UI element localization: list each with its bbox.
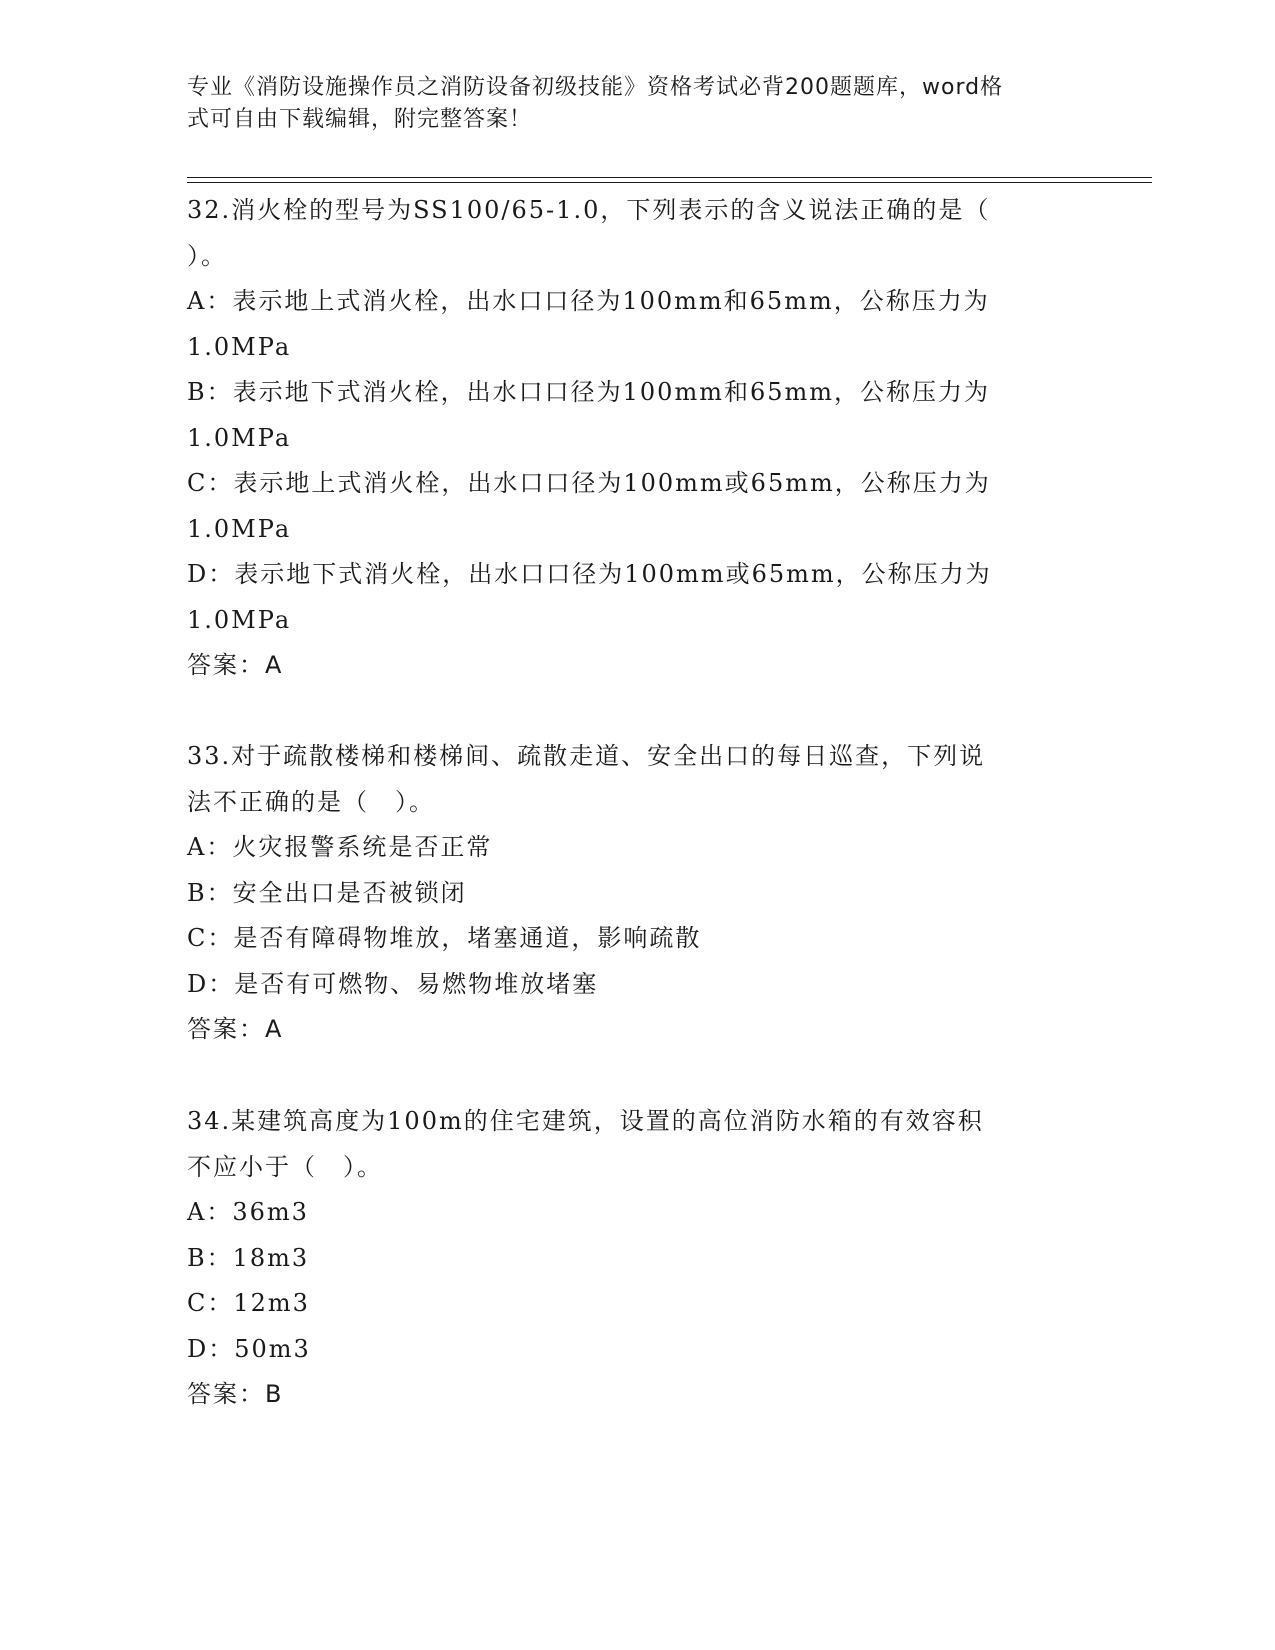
header-line-2: 式可自由下载编辑，附完整答案！ bbox=[187, 107, 533, 132]
option-d: D：50m3 bbox=[187, 1334, 311, 1363]
question-33 bbox=[187, 734, 1087, 1053]
header-divider-bottom bbox=[187, 182, 1152, 183]
option-b: B：表示地下式消火栓，出水口口径为100mm和65mm，公称压力为 bbox=[187, 378, 991, 406]
option-c: C：12m3 bbox=[187, 1289, 310, 1317]
header-divider-top bbox=[187, 177, 1152, 178]
question-stem-cont: 不应小于（ ）。 bbox=[187, 1152, 383, 1181]
question-34 bbox=[187, 1099, 1087, 1418]
answer: 答案：A bbox=[187, 1015, 284, 1043]
question-stem: 33.对于疏散楼梯和楼梯间、疏散走道、安全出口的每日巡查，下列说 bbox=[187, 742, 986, 770]
option-c: C：是否有障碍物堆放，堵塞通道，影响疏散 bbox=[187, 924, 702, 952]
option-a: A：表示地上式消火栓，出水口口径为100mm和65mm，公称压力为 bbox=[187, 287, 990, 315]
option-c: C：表示地上式消火栓，出水口口径为100mm或65mm，公称压力为 bbox=[187, 469, 991, 497]
question-stem: 34.某建筑高度为100m的住宅建筑，设置的高位消防水箱的有效容积 bbox=[187, 1107, 984, 1135]
document-header bbox=[187, 72, 1067, 136]
option-d: D：表示地下式消火栓，出水口口径为100mm或65mm，公称压力为 bbox=[187, 560, 992, 588]
question-32 bbox=[187, 188, 1087, 689]
option-b: B：18m3 bbox=[187, 1243, 310, 1272]
option-a-cont: 1.0MPa bbox=[187, 332, 292, 361]
option-a: A：36m3 bbox=[187, 1198, 309, 1226]
option-b: B：安全出口是否被锁闭 bbox=[187, 878, 467, 907]
question-stem: 32.消火栓的型号为SS100/65-1.0，下列表示的含义说法正确的是（ bbox=[187, 196, 991, 224]
question-stem-cont: 法不正确的是（ ）。 bbox=[187, 787, 435, 816]
answer: 答案：B bbox=[187, 1380, 284, 1408]
option-d-cont: 1.0MPa bbox=[187, 605, 292, 634]
option-c-cont: 1.0MPa bbox=[187, 514, 292, 543]
answer: 答案：A bbox=[187, 651, 284, 679]
option-a: A：火灾报警系统是否正常 bbox=[187, 833, 493, 861]
option-d: D：是否有可燃物、易燃物堆放堵塞 bbox=[187, 969, 599, 998]
header-line-1: 专业《消防设施操作员之消防设备初级技能》资格考试必背200题题库，word格 bbox=[187, 75, 1004, 100]
question-stem-cont: ）。 bbox=[187, 241, 227, 270]
option-b-cont: 1.0MPa bbox=[187, 423, 292, 452]
